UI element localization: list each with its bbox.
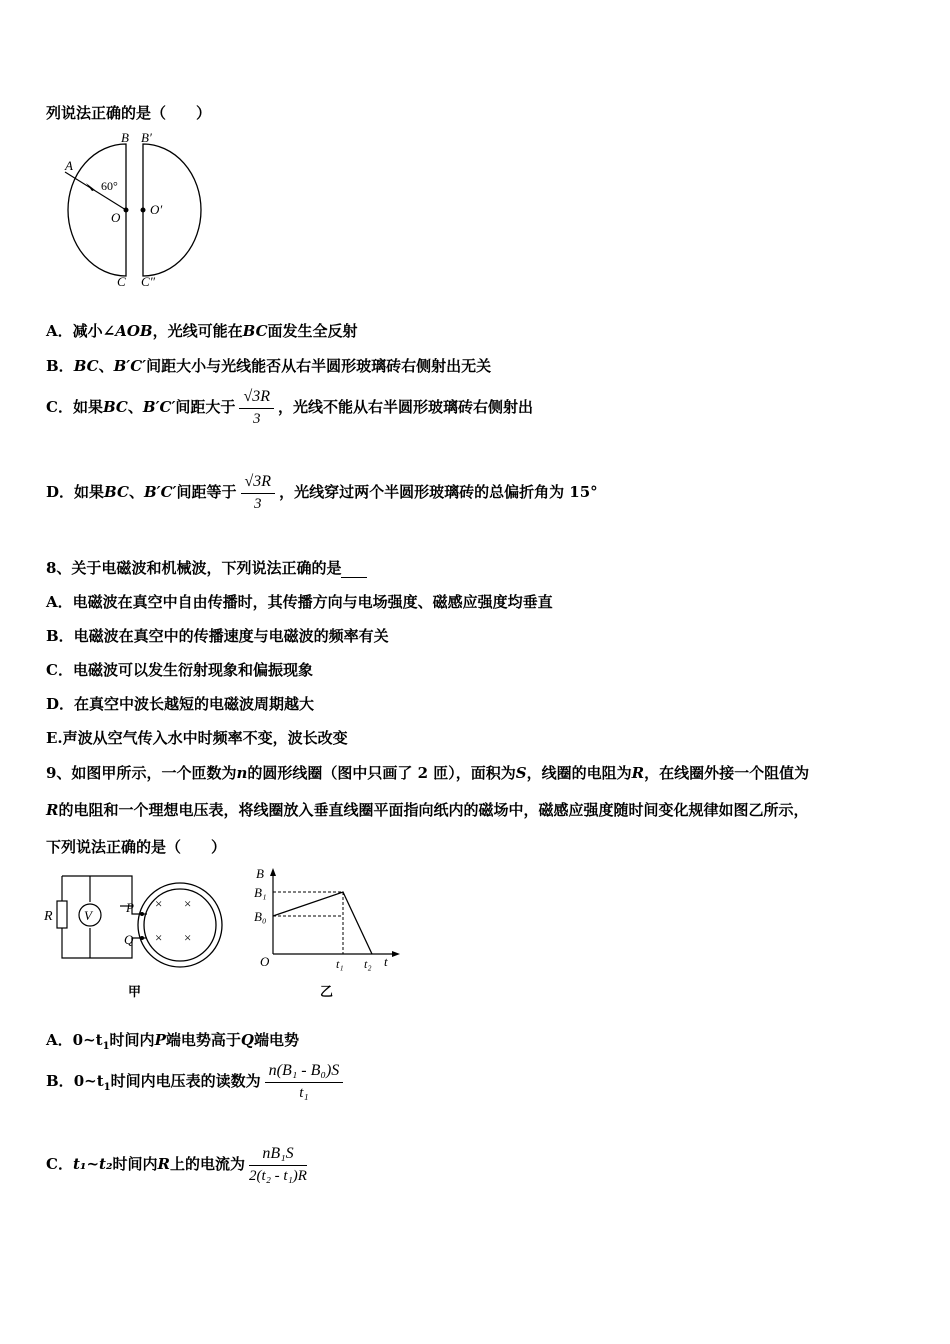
q8-option-d: D．在真空中波长越短的电磁波周期越大 <box>46 695 315 713</box>
terminal-q <box>140 936 144 940</box>
q9-option-a: A．$0\sim t_1$时间内P端电势高于Q端电势 <box>46 1031 299 1052</box>
q9-stem-line2: R的电阻和一个理想电压表，将线圈放入垂直线圈平面指向纸内的磁场中，磁感应强度随时间变化规律如图乙所示， <box>46 801 809 819</box>
label-c: C <box>117 274 126 289</box>
q9-stem-line3: 下列说法正确的是（ ） <box>46 838 227 856</box>
label-r: R <box>44 909 53 924</box>
voltmeter-label: V <box>84 908 92 923</box>
q7-option-a: A．减小∠AOB，光线可能在BC面发生全反射 <box>46 322 358 340</box>
b-curve <box>273 892 372 954</box>
q9-stem-line1: 9、如图甲所示，一个匝数为n的圆形线圈（图中只画了 2 匝），面积为S，线圈的电阻为R，在线圈外接一个阻值为 <box>46 764 810 782</box>
q9-option-c: C．t₁~t₂时间内R上的电流为 $\frac{\text{nB₁S}}{\text{2(t₂ - t₁)R}}$ <box>46 1145 307 1184</box>
q7-c-fraction: $\frac{√3R}{3}$ <box>239 388 274 428</box>
circuit-wire <box>62 876 132 895</box>
q7-option-d: D．如果BC、B′C′间距等于 $\frac{√3R}{3}$ ，光线穿过两个半圆形玻璃砖的总偏折角为 15° <box>46 473 598 512</box>
label-t1: t₁ <box>336 957 344 971</box>
label-cp: C″ <box>141 274 156 289</box>
q7-stem-tail: 列说法正确的是（ ） <box>46 104 212 122</box>
q8-option-c: C．电磁波可以发生衍射现象和偏振现象 <box>46 661 313 679</box>
point-op <box>141 208 146 213</box>
coil-outer <box>138 883 222 967</box>
label-op: O′ <box>150 202 163 217</box>
label-t: t <box>384 954 388 969</box>
label-b0: B₀ <box>254 909 267 924</box>
q7-d-fraction: $\frac{√3R}{3}$ <box>241 473 276 513</box>
label-p: P <box>126 900 134 915</box>
label-o: O <box>260 954 270 969</box>
label-a: A <box>65 158 73 173</box>
label-q: Q <box>124 932 134 947</box>
q9-figure-jia <box>42 868 242 1003</box>
q8-option-a: A．电磁波在真空中自由传播时，其传播方向与电场强度、磁感应强度均垂直 <box>46 593 553 611</box>
label-b1: B₁ <box>254 885 267 900</box>
q8-stem: 8、关于电磁波和机械波，下列说法正确的是 <box>46 557 367 578</box>
field-mark: × <box>184 930 192 945</box>
q9-option-b: B．$0\sim t_1$时间内电压表的读数为 $\frac{\text{n(B₁ - B₀)S}}{\text{t₁}}$ <box>46 1062 347 1102</box>
field-mark: × <box>155 896 163 911</box>
point-o <box>124 208 129 213</box>
q9-b-fraction: $\frac{\text{n(B₁ - B₀)S}}{\text{t₁}}$ <box>265 1062 344 1102</box>
q7-figure <box>55 132 215 290</box>
caption-yi: 乙 <box>320 984 334 999</box>
label-angle: 60° <box>101 179 118 193</box>
terminal-p <box>140 912 144 916</box>
q9-figure-yi <box>250 864 410 1004</box>
q7-option-b: B．BC、B′C′间距大小与光线能否从右半圆形玻璃砖右侧射出无关 <box>46 357 492 375</box>
ray-arrowhead <box>86 183 95 191</box>
field-mark: × <box>155 930 163 945</box>
q8-option-b: B．电磁波在真空中的传播速度与电磁波的频率有关 <box>46 627 389 645</box>
label-b: B <box>121 132 129 145</box>
answer-blank <box>341 563 367 578</box>
q7-option-c: C．如果BC、B′C′间距大于 $\frac{√3R}{3}$ ，光线不能从右半圆形玻璃砖右侧射出 <box>46 388 534 427</box>
resistor-r <box>57 901 67 928</box>
label-b-axis: B <box>256 866 264 881</box>
field-mark: × <box>184 896 192 911</box>
caption-jia: 甲 <box>128 984 142 999</box>
label-bp: B′ <box>141 132 152 145</box>
q8-option-e: E.声波从空气传入水中时频率不变，波长改变 <box>46 729 348 747</box>
label-t2: t₂ <box>364 957 372 971</box>
q9-c-fraction: $\frac{\text{nB₁S}}{\text{2(t₂ - t₁)R}}$ <box>249 1145 307 1184</box>
label-o: O <box>111 210 121 225</box>
